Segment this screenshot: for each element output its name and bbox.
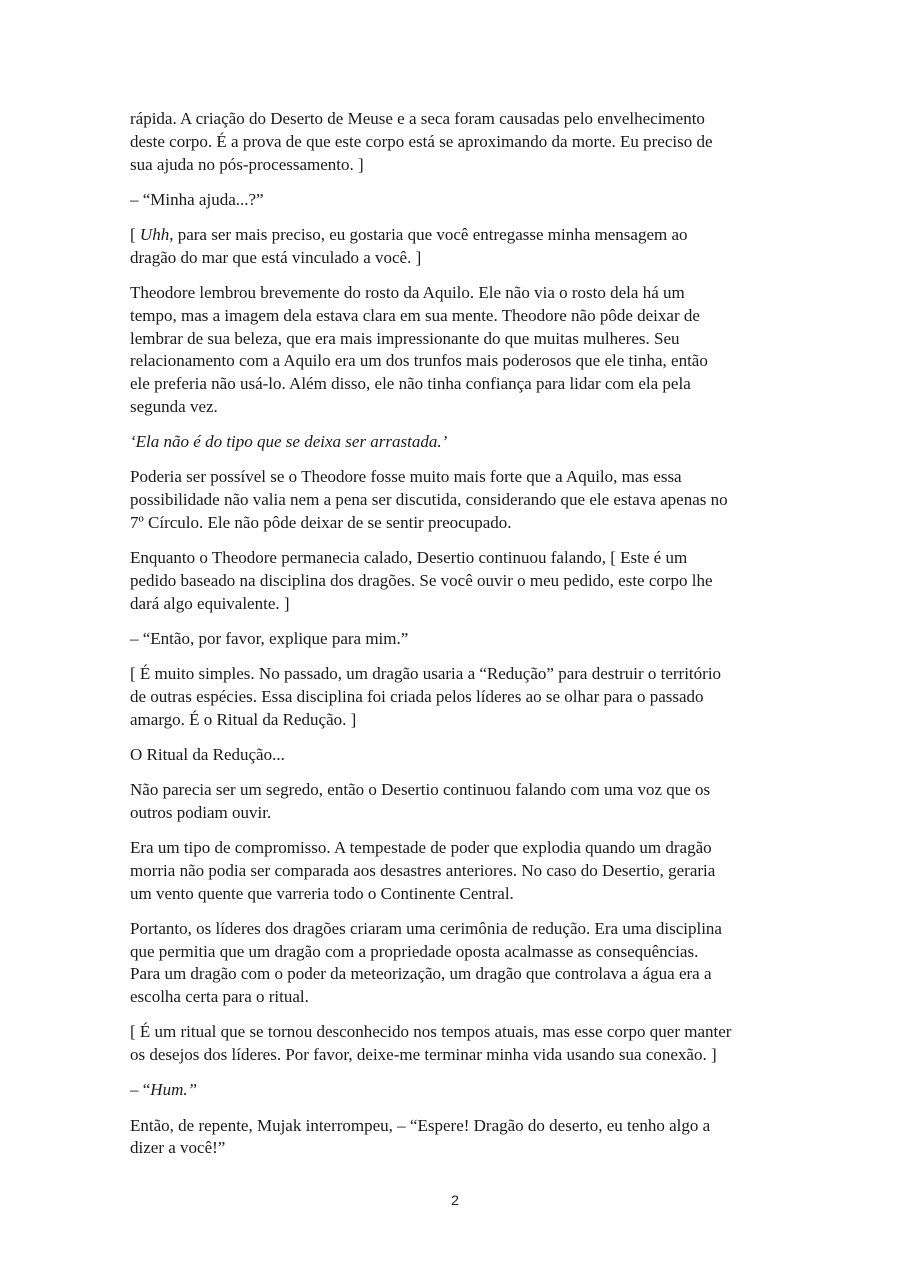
italic-word: Uhh	[139, 224, 170, 244]
text-line: escolha certa para o ritual.	[130, 987, 309, 1007]
paragraph	[130, 663, 790, 731]
paragraph	[130, 628, 790, 651]
text-line: Theodore lembrou brevemente do rosto da Aquilo. Ele não via o rosto dela há um	[130, 282, 685, 302]
paragraph	[130, 224, 790, 270]
text-line: que permitia que um dragão com a propriedade oposta acalmasse as consequências.	[130, 941, 699, 961]
text-line: dizer a você!”	[130, 1138, 226, 1158]
paragraph	[130, 282, 790, 419]
page-number: 2	[451, 1192, 459, 1208]
paragraph	[130, 547, 790, 615]
dialogue-line	[130, 1079, 790, 1102]
text-line: os desejos dos líderes. Por favor, deixe-me terminar minha vida usando sua conexão. ]	[130, 1045, 717, 1065]
text-line: ele preferia não usá-lo. Além disso, ele não tinha confiança para lidar com ela pela	[130, 374, 691, 394]
paragraph	[130, 744, 790, 767]
paragraph	[130, 466, 790, 534]
text-line: dará algo equivalente. ]	[130, 593, 290, 613]
text-line: sua ajuda no pós-processamento. ]	[130, 154, 364, 174]
text-line: amargo. É o Ritual da Redução. ]	[130, 709, 357, 729]
text-line: Portanto, os líderes dos dragões criaram uma cerimônia de redução. Era uma disciplina	[130, 918, 722, 938]
dialogue-line: – “Minha ajuda...?”	[130, 189, 264, 209]
paragraph	[130, 108, 790, 176]
text-line: 7º Círculo. Ele não pôde deixar de se sentir preocupado.	[130, 512, 512, 532]
text-line: pedido baseado na disciplina dos dragões. Se você ouvir o meu pedido, este corpo lhe	[130, 570, 713, 590]
text-line: possibilidade não valia nem a pena ser discutida, considerando que ele estava apenas no	[130, 490, 728, 510]
paragraph	[130, 918, 790, 1009]
paragraph	[130, 837, 790, 905]
text-segment: , para ser mais preciso, eu gostaria que você entregasse minha mensagem ao	[169, 224, 688, 244]
paragraph	[130, 1079, 790, 1102]
paragraph-thought	[130, 431, 790, 454]
text-line: rápida. A criação do Deserto de Meuse e a seca foram causadas pelo envelhecimento	[130, 109, 705, 128]
text-line	[130, 224, 790, 247]
text-line: Então, de repente, Mujak interrompeu, – “Espere! Dragão do deserto, eu tenho algo a	[130, 1115, 711, 1135]
italic-word: Hum.”	[150, 1080, 198, 1100]
bracket-open: [	[130, 224, 140, 244]
text-line: Não parecia ser um segredo, então o Desertio continuou falando com uma voz que os	[130, 780, 711, 800]
text-line: morria não podia ser comparada aos desastres anteriores. No caso do Desertio, geraria	[130, 860, 716, 880]
text-line: um vento quente que varreria todo o Continente Central.	[130, 883, 514, 903]
text-line: tempo, mas a imagem dela estava clara em sua mente. Theodore não pôde deixar de	[130, 305, 700, 325]
text-line: Era um tipo de compromisso. A tempestade de poder que explodia quando um dragão	[130, 838, 712, 858]
text-line: Poderia ser possível se o Theodore fosse muito mais forte que a Aquilo, mas essa	[130, 467, 682, 487]
text-line: outros podiam ouvir.	[130, 802, 272, 822]
document-body	[130, 108, 790, 1173]
dash-quote: – “	[130, 1080, 151, 1100]
paragraph	[130, 189, 790, 212]
text-line: de outras espécies. Essa disciplina foi criada pelos líderes ao se olhar para o passado	[130, 686, 704, 706]
text-line: [ É muito simples. No passado, um dragão usaria a “Redução” para destruir o território	[130, 664, 722, 684]
dialogue-line: – “Então, por favor, explique para mim.”	[130, 628, 409, 648]
text-line: Enquanto o Theodore permanecia calado, Desertio continuou falando, [ Este é um	[130, 548, 688, 568]
paragraph	[130, 1115, 790, 1161]
text-line: ‘Ela não é do tipo que se deixa ser arrastada.’	[130, 432, 448, 452]
text-line: lembrar de sua beleza, que era mais impressionante do que muitas mulheres. Seu	[130, 328, 680, 348]
text-line: relacionamento com a Aquilo era um dos trunfos mais poderosos que ele tinha, então	[130, 351, 708, 371]
text-line: O Ritual da Redução...	[130, 744, 285, 764]
text-line: Para um dragão com o poder da meteorização, um dragão que controlava a água era a	[130, 964, 712, 984]
text-line: segunda vez.	[130, 396, 218, 416]
text-line: dragão do mar que está vinculado a você. ]	[130, 247, 422, 267]
paragraph	[130, 779, 790, 825]
text-line: deste corpo. É a prova de que este corpo está se aproximando da morte. Eu preciso de	[130, 131, 713, 151]
paragraph	[130, 1021, 790, 1067]
text-line: [ É um ritual que se tornou desconhecido nos tempos atuais, mas esse corpo quer manter	[130, 1022, 732, 1042]
